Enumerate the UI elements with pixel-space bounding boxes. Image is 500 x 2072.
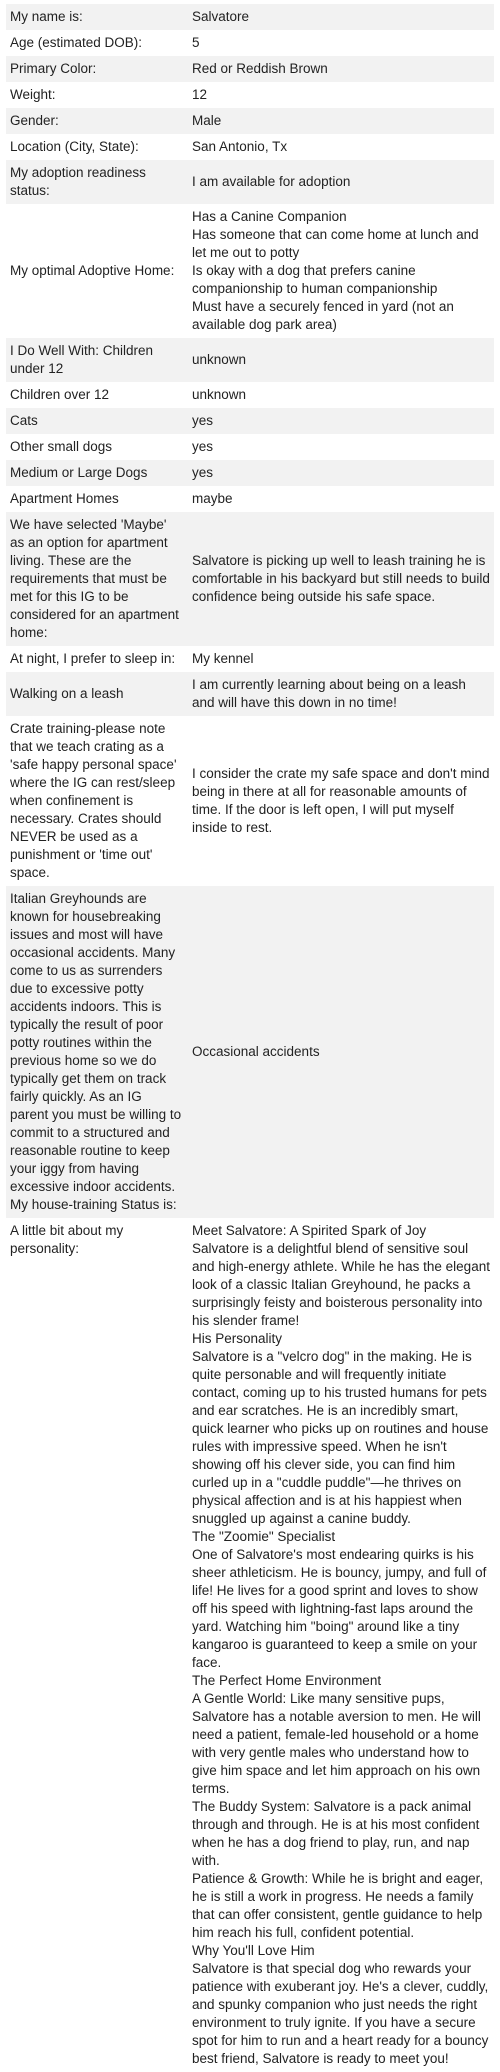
field-label: Crate training-please note that we teach crating as a 'safe happy personal space' where the IG can rest/sleep when confinement is necessary. Crates should NEVER be used as a punishment or 'time out' space. xyxy=(6,716,186,886)
field-label: My adoption readiness status: xyxy=(6,160,186,204)
value-line: The Perfect Home Environment xyxy=(192,1673,382,1688)
profile-row xyxy=(6,486,494,512)
field-label: Children over 12 xyxy=(6,382,186,408)
profile-row xyxy=(6,134,494,160)
profile-row xyxy=(6,82,494,108)
field-value: 5 xyxy=(186,30,494,56)
profile-row xyxy=(6,886,494,1218)
profile-row xyxy=(6,716,494,886)
profile-row xyxy=(6,338,494,382)
field-value: San Antonio, Tx xyxy=(186,134,494,160)
profile-row xyxy=(6,108,494,134)
profile-row xyxy=(6,56,494,82)
field-label: My name is: xyxy=(6,4,186,30)
field-value: Red or Reddish Brown xyxy=(186,56,494,82)
field-value: maybe xyxy=(186,486,494,512)
field-label: Gender: xyxy=(6,108,186,134)
profile-row xyxy=(6,160,494,204)
value-line: Is okay with a dog that prefers canine companionship to human companionship xyxy=(192,263,438,296)
field-label: Location (City, State): xyxy=(6,134,186,160)
field-label: Age (estimated DOB): xyxy=(6,30,186,56)
value-line: Salvatore is that special dog who rewards your patience with exuberant joy. He's a clever, cuddly, and spunky companion who just needs the right environment to truly ignite. If you have a secure spot for him to run and a heart ready for a bouncy best friend, Salvatore is ready to meet you! xyxy=(192,1961,489,2066)
value-line: His Personality xyxy=(192,1331,283,1346)
profile-row xyxy=(6,460,494,486)
field-label: Cats xyxy=(6,408,186,434)
field-value: yes xyxy=(186,408,494,434)
profile-row xyxy=(6,408,494,434)
field-label: My optimal Adoptive Home: xyxy=(6,204,186,338)
field-label: Walking on a leash xyxy=(6,672,186,716)
profile-table xyxy=(6,4,494,2072)
value-line: A Gentle World: Like many sensitive pups, Salvatore has a notable aversion to men. He will need a patient, female-led household or a home with very gentle males who understand how to give him space and let him approach on his own terms. xyxy=(192,1691,481,1796)
field-label: Apartment Homes xyxy=(6,486,186,512)
value-line: Salvatore is a delightful blend of sensitive soul and high-energy athlete. While he has the elegant look of a classic Italian Greyhound, he packs a surprisingly feisty and boisterous personality into his slender frame! xyxy=(192,1241,490,1328)
field-value: I am currently learning about being on a leash and will have this down in no time! xyxy=(186,672,494,716)
field-value: unknown xyxy=(186,382,494,408)
value-line: Has a Canine Companion xyxy=(192,209,347,224)
profile-row xyxy=(6,4,494,30)
field-value: Occasional accidents xyxy=(186,886,494,1218)
profile-row xyxy=(6,30,494,56)
profile-rows xyxy=(6,4,494,2072)
field-value: Salvatore xyxy=(186,4,494,30)
field-value-lines xyxy=(186,1218,494,2072)
field-value: yes xyxy=(186,434,494,460)
field-value: yes xyxy=(186,460,494,486)
profile-row xyxy=(6,672,494,716)
value-line: Meet Salvatore: A Spirited Spark of Joy xyxy=(192,1223,427,1238)
field-label: I Do Well With: Children under 12 xyxy=(6,338,186,382)
value-line: The "Zoomie" Specialist xyxy=(192,1529,336,1544)
value-line: The Buddy System: Salvatore is a pack animal through and through. He is at his most confident when he has a dog friend to play, run, and nap with. xyxy=(192,1799,480,1868)
field-value: 12 xyxy=(186,82,494,108)
field-label: Primary Color: xyxy=(6,56,186,82)
profile-row xyxy=(6,204,494,338)
profile-row xyxy=(6,646,494,672)
field-value: Salvatore is picking up well to leash training he is comfortable in his backyard but still needs to build confidence being outside his safe space. xyxy=(186,512,494,646)
field-label: We have selected 'Maybe' as an option for apartment living. These are the requirements that must be met for this IG to be considered for an apartment home: xyxy=(6,512,186,646)
field-label: Other small dogs xyxy=(6,434,186,460)
value-line: Patience & Growth: While he is bright and eager, he is still a work in progress. He needs a family that can offer consistent, gentle guidance to help him reach his full, confident potential. xyxy=(192,1871,484,1940)
field-value: unknown xyxy=(186,338,494,382)
profile-row xyxy=(6,434,494,460)
value-line: One of Salvatore's most endearing quirks is his sheer athleticism. He is bouncy, jumpy, and full of life! He lives for a good sprint and loves to show off his speed with lightning-fast laps around the yard. Watching him "boing" around like a tiny kangaroo is guaranteed to keep a smile on your face. xyxy=(192,1547,487,1670)
field-value: I consider the crate my safe space and don't mind being in there at all for reasonable amounts of time. If the door is left open, I will put myself inside to rest. xyxy=(186,716,494,886)
profile-row xyxy=(6,382,494,408)
value-line: Must have a securely fenced in yard (not an available dog park area) xyxy=(192,299,454,332)
field-label: Medium or Large Dogs xyxy=(6,460,186,486)
field-value: Male xyxy=(186,108,494,134)
value-line: Has someone that can come home at lunch and let me out to potty xyxy=(192,227,479,260)
field-label: Italian Greyhounds are known for housebreaking issues and most will have occasional accidents. Many come to us as surrenders due to excessive potty accidents indoors. This is typically the result of poor potty routines within the previous home so we do typically get them on track fairly quickly. As an IG parent you must be willing to commit to a structured and reasonable routine to keep your iggy from having excessive indoor accidents. My house-training Status is: xyxy=(6,886,186,1218)
field-label: Weight: xyxy=(6,82,186,108)
value-line: Salvatore is a "velcro dog" in the making. He is quite personable and will frequently initiate contact, coming up to his trusted humans for pets and ear scratches. He is an incredibly smart, quick learner who picks up on routines and house rules with impressive speed. When he isn't showing off his clever side, you can find him curled up in a "cuddle puddle"—he thrives on physical affection and is at his happiest when snuggled up against a canine buddy. xyxy=(192,1349,489,1526)
field-value: I am available for adoption xyxy=(186,160,494,204)
field-label: A little bit about my personality: xyxy=(6,1218,186,2072)
field-value-lines xyxy=(186,204,494,338)
field-label: At night, I prefer to sleep in: xyxy=(6,646,186,672)
field-value: My kennel xyxy=(186,646,494,672)
profile-row xyxy=(6,1218,494,2072)
value-line: Why You'll Love Him xyxy=(192,1943,315,1958)
profile-row xyxy=(6,512,494,646)
